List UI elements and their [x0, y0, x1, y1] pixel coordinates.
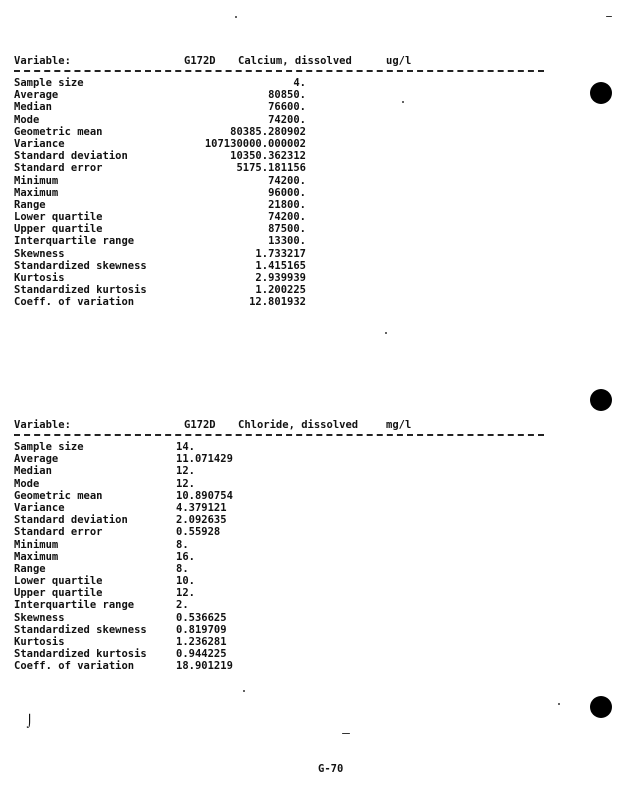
stat-value: 2. [176, 599, 189, 612]
stat-value: 4.379121 [176, 501, 227, 514]
stat-value: 2.939939 [255, 272, 306, 284]
stat-value: 1.200225 [255, 284, 306, 297]
dashed-rule [14, 70, 544, 72]
stat-row [14, 465, 314, 477]
scan-speck [385, 332, 387, 334]
stat-label: Kurtosis [14, 636, 65, 648]
stat-row [14, 235, 314, 247]
stat-value: 74200. [268, 113, 306, 126]
stat-label: Mode [14, 477, 40, 490]
stat-label: Standard error [14, 162, 103, 175]
stat-label: Skewness [14, 611, 65, 624]
variable-label: Variable: [14, 55, 71, 67]
stat-row [14, 284, 314, 296]
punch-hole [590, 82, 612, 104]
variable-code: G172D [184, 55, 216, 67]
stat-row [14, 539, 314, 551]
stat-row [14, 77, 314, 89]
stat-value: 4. [293, 77, 306, 89]
stat-value: 1.733217 [255, 247, 306, 260]
stat-row [14, 296, 314, 308]
stat-value: 14. [176, 441, 195, 453]
variable-unit: ug/l [386, 55, 412, 67]
stat-row [14, 612, 314, 624]
stat-value: 96000. [268, 186, 306, 199]
scan-speck [558, 703, 560, 705]
stat-row [14, 551, 314, 563]
stat-value: 0.819709 [176, 623, 227, 636]
variable-name: Chloride, dissolved [238, 419, 359, 431]
stat-row [14, 514, 314, 526]
calcium-statistics-section [14, 55, 554, 309]
stat-label: Variance [14, 501, 65, 514]
stat-value: 80850. [268, 89, 306, 102]
stat-label: Standard deviation [14, 514, 128, 527]
stat-label: Geometric mean [14, 125, 103, 138]
stat-row [14, 187, 314, 199]
stat-value: 74200. [268, 211, 306, 224]
stat-label: Lower quartile [14, 575, 103, 588]
stat-label: Mode [14, 113, 40, 126]
stat-row [14, 138, 314, 150]
stat-label: Upper quartile [14, 587, 103, 600]
stat-label: Standardized skewness [14, 259, 147, 272]
stat-value: 21800. [268, 198, 306, 211]
stat-value: 13300. [268, 235, 306, 248]
stat-label: Geometric mean [14, 489, 103, 502]
stat-row [14, 478, 314, 490]
stat-row [14, 575, 314, 587]
stat-label: Range [14, 198, 46, 211]
stat-value: 10. [176, 575, 195, 588]
stat-label: Standardized kurtosis [14, 648, 147, 661]
punch-hole [590, 696, 612, 718]
stat-row [14, 587, 314, 599]
stat-row [14, 211, 314, 223]
stat-label: Kurtosis [14, 272, 65, 284]
stat-value: 12.801932 [249, 296, 306, 309]
dashed-rule [14, 434, 544, 436]
stat-row [14, 89, 314, 101]
stat-value: 0.55928 [176, 526, 221, 539]
stat-row [14, 636, 314, 648]
stat-label: Sample size [14, 441, 84, 453]
stat-label: Standard deviation [14, 150, 128, 163]
stat-value: 12. [176, 587, 195, 600]
stat-value: 0.536625 [176, 611, 227, 624]
stat-value: 12. [176, 477, 195, 490]
stat-value: 76600. [268, 101, 306, 114]
stat-label: Skewness [14, 247, 65, 260]
chloride-statistics-section [14, 419, 554, 673]
stat-row [14, 223, 314, 235]
variable-label: Variable: [14, 419, 71, 431]
stat-value: 74200. [268, 174, 306, 187]
stat-row [14, 526, 314, 538]
stat-row [14, 441, 314, 453]
variable-header [14, 419, 554, 433]
stat-label: Interquartile range [14, 599, 135, 612]
stat-label: Median [14, 101, 52, 114]
stat-row [14, 260, 314, 272]
stat-value: 1.415165 [255, 259, 306, 272]
stat-label: Sample size [14, 77, 84, 89]
stat-label: Standardized skewness [14, 623, 147, 636]
stat-row [14, 624, 314, 636]
stat-row [14, 563, 314, 575]
stat-row [14, 162, 314, 174]
stat-label: Variance [14, 137, 65, 150]
stat-row [14, 114, 314, 126]
stat-row [14, 490, 314, 502]
stat-row [14, 101, 314, 113]
stat-row [14, 150, 314, 162]
stat-label: Lower quartile [14, 211, 103, 224]
stat-row [14, 248, 314, 260]
scan-speck [606, 16, 612, 17]
stat-value: 107130000.000002 [204, 137, 306, 150]
page-number: G-70 [318, 763, 344, 775]
variable-unit: mg/l [386, 419, 412, 431]
stat-value: 2.092635 [176, 514, 227, 527]
scan-speck [402, 101, 404, 103]
stat-row [14, 648, 314, 660]
stat-value: 1.236281 [176, 636, 227, 648]
statistics-list [14, 77, 314, 309]
stat-value: 10350.362312 [230, 150, 306, 163]
stat-value: 12. [176, 465, 195, 478]
stat-value: 0.944225 [176, 648, 227, 661]
stat-value: 16. [176, 550, 195, 563]
stat-label: Coeff. of variation [14, 660, 135, 673]
scan-speck [342, 733, 350, 734]
stat-label: Interquartile range [14, 235, 135, 248]
stat-label: Minimum [14, 538, 59, 551]
punch-hole [590, 389, 612, 411]
stat-row [14, 599, 314, 611]
stat-value: 8. [176, 562, 189, 575]
stat-label: Maximum [14, 550, 59, 563]
variable-name: Calcium, dissolved [238, 55, 352, 67]
stat-label: Standardized kurtosis [14, 284, 147, 297]
stat-row [14, 660, 314, 672]
statistics-list [14, 441, 314, 673]
stat-value: 80385.280902 [230, 125, 306, 138]
stat-value: 18.901219 [176, 660, 233, 673]
stat-label: Range [14, 562, 46, 575]
stat-label: Average [14, 89, 59, 102]
stat-label: Median [14, 465, 52, 478]
handwritten-mark: ⌡ [26, 714, 34, 728]
variable-code: G172D [184, 419, 216, 431]
scan-speck [243, 690, 245, 692]
variable-header [14, 55, 554, 69]
stat-row [14, 175, 314, 187]
stat-row [14, 272, 314, 284]
scan-speck [235, 16, 237, 18]
stat-value: 87500. [268, 223, 306, 236]
stat-label: Minimum [14, 174, 59, 187]
stat-label: Standard error [14, 526, 103, 539]
stat-row [14, 453, 314, 465]
stat-value: 11.071429 [176, 453, 233, 466]
stat-label: Coeff. of variation [14, 296, 135, 309]
stat-value: 8. [176, 538, 189, 551]
stat-label: Maximum [14, 186, 59, 199]
stat-value: 5175.181156 [236, 162, 306, 175]
stat-label: Upper quartile [14, 223, 103, 236]
stat-value: 10.890754 [176, 489, 233, 502]
stat-row [14, 199, 314, 211]
stat-row [14, 126, 314, 138]
stat-label: Average [14, 453, 59, 466]
stat-row [14, 502, 314, 514]
